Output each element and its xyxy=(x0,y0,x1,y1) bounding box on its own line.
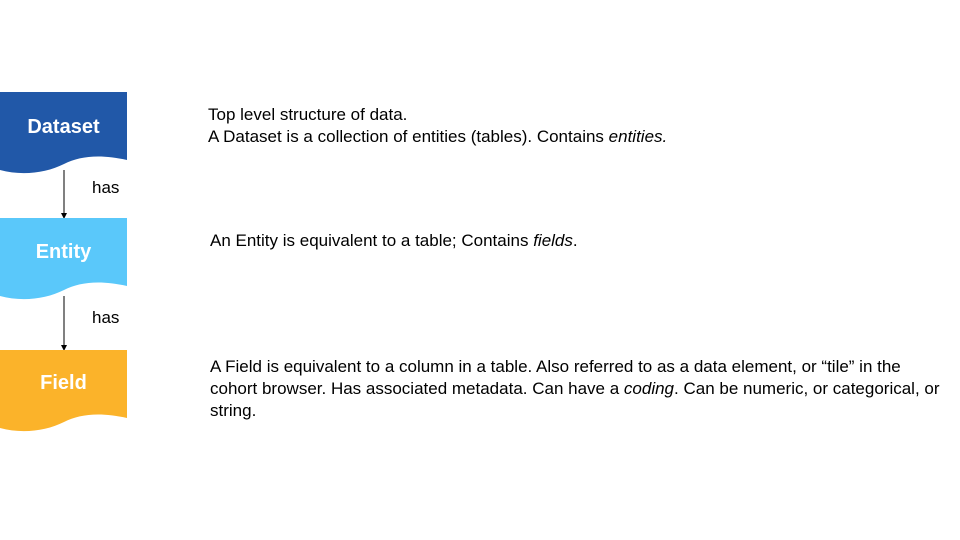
field-description-suffix: . Can be numeric, or categorical, or string. xyxy=(210,379,940,420)
arrow-down-icon xyxy=(58,170,70,220)
dataset-description-line2 xyxy=(208,126,928,148)
entity-description-text: An Entity is equivalent to a table; Contains xyxy=(210,231,534,250)
arrow-down-icon xyxy=(58,296,70,352)
entity-label: Entity xyxy=(35,241,92,263)
edge-label-dataset-entity: has xyxy=(92,178,120,197)
field-description-emphasis: coding xyxy=(623,379,675,398)
entity-description xyxy=(210,230,930,252)
field-description-text: A Field is equivalent to a column in a table. Also referred to as a data element, or “tile” in the cohort browser. Has associated metadata. Can have a xyxy=(210,357,901,398)
entity-description-emphasis: fields xyxy=(533,231,573,250)
entity-description-suffix: . xyxy=(572,231,578,250)
field-label: Field xyxy=(40,372,87,394)
field-node xyxy=(0,350,127,435)
dataset-description-line1: Top level structure of data. xyxy=(208,105,408,124)
connector-entity-field xyxy=(58,296,70,352)
dataset-node xyxy=(0,92,127,177)
dataset-description-emphasis: entities. xyxy=(608,127,668,146)
dataset-label: Dataset xyxy=(27,116,100,138)
entity-description-line xyxy=(210,230,930,252)
dataset-description xyxy=(208,104,928,148)
field-description xyxy=(210,356,946,422)
edge-label-entity-field: has xyxy=(92,308,120,327)
field-description-paragraph xyxy=(210,356,946,422)
entity-node xyxy=(0,218,127,303)
dataset-description-text: A Dataset is a collection of entities (tables). Contains xyxy=(208,127,609,146)
connector-dataset-entity xyxy=(58,170,70,220)
